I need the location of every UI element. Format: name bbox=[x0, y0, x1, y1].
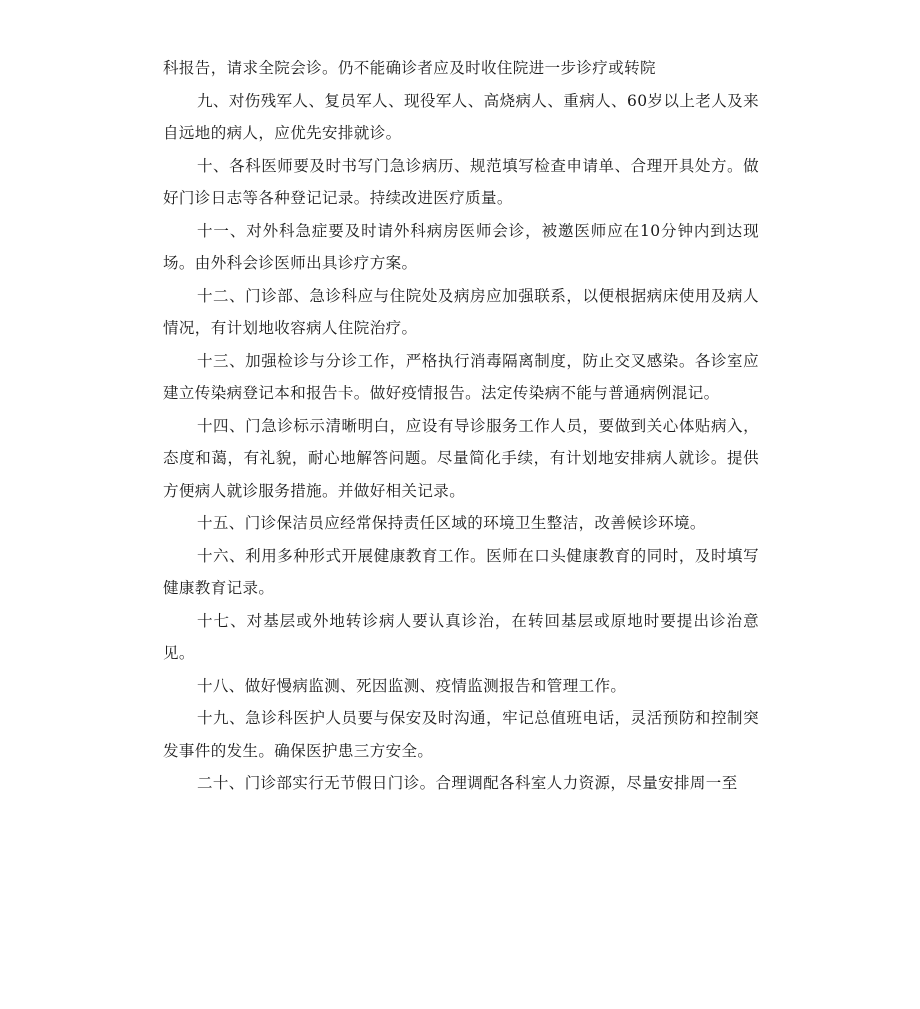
paragraph-item-14: 十四、门急诊标示清晰明白，应设有导诊服务工作人员，要做到关心体贴病入，态度和蔼，有礼貌，耐心地解答问题。尽量简化手续，有计划地安排病人就诊。提供方便病人就诊服务措施。并做好相关记录。 bbox=[163, 416, 759, 500]
paragraph-item-19: 十九、急诊科医护人员要与保安及时沟通，牢记总值班电话，灵活预防和控制突发事件的发生。确保医护患三方安全。 bbox=[163, 709, 759, 760]
paragraph-item-13: 十三、加强检诊与分诊工作，严格执行消毒隔离制度，防止交叉感染。各诊室应建立传染病登记本和报告卡。做好疫情报告。法定传染病不能与普通病例混记。 bbox=[163, 351, 759, 402]
paragraph-continuation: 科报告，请求全院会诊。仍不能确诊者应及时收住院进一步诊疗或转院 bbox=[163, 59, 656, 77]
paragraph-item-18: 十八、做好慢病监测、死因监测、疫情监测报告和管理工作。 bbox=[197, 676, 627, 695]
paragraph-item-10: 十、各科医师要及时书写门急诊病历、规范填写检查申请单、合理开具处方。做好门诊日志等各种登记记录。持续改进医疗质量。 bbox=[163, 156, 759, 207]
paragraph-item-17: 十七、对基层或外地转诊病人要认真诊治，在转回基层或原地时要提出诊治意见。 bbox=[163, 611, 759, 662]
paragraph-item-11: 十一、对外科急症要及时请外科病房医师会诊，被邀医师应在10分钟内到达现场。由外科会诊医师出具诊疗方案。 bbox=[163, 221, 759, 272]
paragraph-item-12: 十二、门诊部、急诊科应与住院处及病房应加强联系，以便根据病床使用及病人情况，有计划地收容病人住院治疗。 bbox=[163, 286, 759, 337]
paragraph-item-20: 二十、门诊部实行无节假日门诊。合理调配各科室人力资源，尽量安排周一至 bbox=[197, 774, 738, 792]
document-page bbox=[163, 52, 759, 800]
paragraph-item-9: 九、对伤残军人、复员军人、现役军人、高烧病人、重病人、60岁以上老人及来自远地的病人，应优先安排就诊。 bbox=[163, 91, 759, 142]
paragraph-item-16: 十六、利用多种形式开展健康教育工作。医师在口头健康教育的同时，及时填写健康教育记录。 bbox=[163, 546, 759, 597]
paragraph-item-15: 十五、门诊保洁员应经常保持责任区域的环境卫生整洁，改善候诊环境。 bbox=[197, 514, 706, 532]
